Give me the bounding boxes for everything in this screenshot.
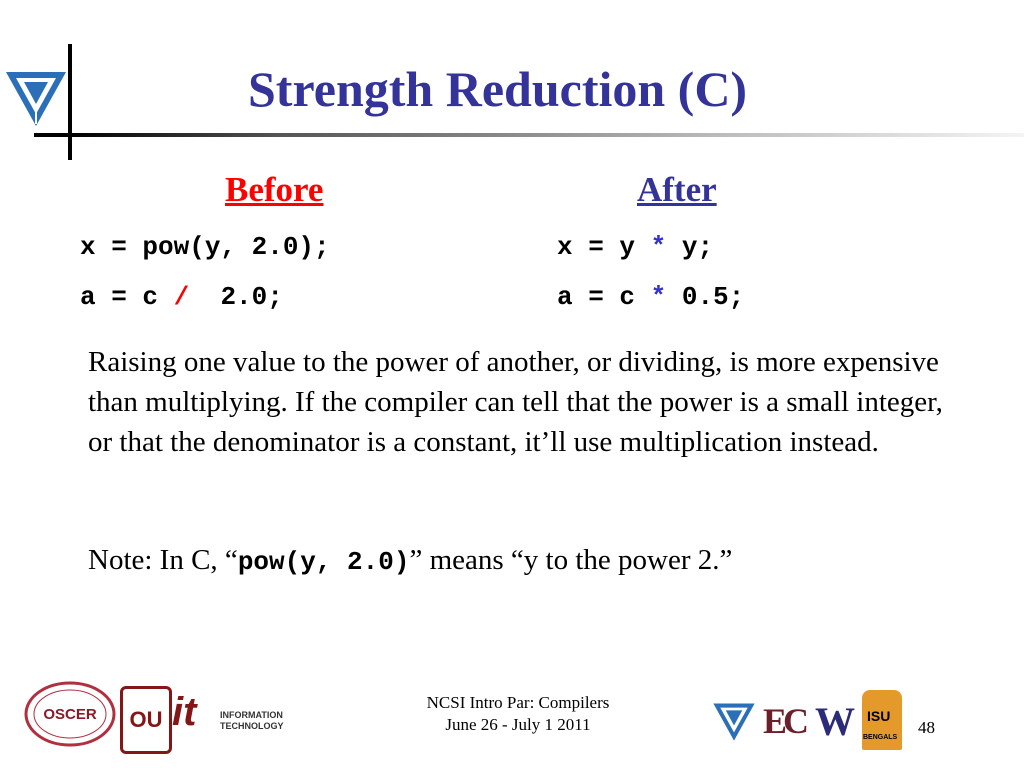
multiply-operator: * — [650, 282, 667, 312]
footer-text — [410, 692, 626, 736]
divide-operator: / — [173, 282, 190, 312]
page-number: 48 — [918, 718, 935, 737]
bengals-logo-text: BENGALS — [863, 734, 898, 741]
ou-logo-icon — [120, 686, 172, 754]
isu-bengals-logo-icon — [862, 690, 902, 750]
code-text: a = c — [557, 282, 651, 312]
footer-line-1: NCSI Intro Par: Compilers — [426, 693, 610, 712]
slide-title: Strength Reduction (C) — [248, 61, 748, 117]
triangle-small-logo-icon — [712, 702, 756, 742]
after-heading: After — [637, 170, 717, 209]
it-logo-icon — [172, 690, 290, 746]
isu-logo-text: ISU — [867, 708, 891, 724]
oscer-logo-icon — [24, 681, 116, 747]
code-text: x = pow(y, 2.0); — [80, 232, 330, 262]
it-logo-caption: INFORMATION TECHNOLOGY — [220, 710, 284, 731]
note-paragraph — [88, 544, 732, 577]
triangle-logo-icon — [4, 70, 68, 128]
code-text: x = y — [557, 232, 651, 262]
code-text: 2.0; — [189, 282, 283, 312]
note-suffix: ” means “y to the power 2.” — [409, 544, 733, 576]
ou-logo-text: OU — [129, 707, 163, 732]
code-text: y; — [666, 232, 714, 262]
after-code-line-1 — [557, 232, 713, 262]
it-logo-text: it — [172, 690, 197, 734]
before-code-line-2 — [80, 282, 283, 312]
before-heading: Before — [225, 170, 324, 209]
wisc-logo-text: W — [815, 698, 855, 744]
before-code-line-1 — [80, 232, 330, 262]
header-horizontal-rule — [34, 133, 1024, 137]
footer-line-2: June 26 - July 1 2011 — [445, 715, 591, 734]
ecu-logo-text: EC — [762, 701, 805, 741]
ecu-logo-icon — [760, 698, 808, 744]
note-prefix: Note: In C, “ — [88, 544, 238, 576]
after-code-line-2 — [557, 282, 744, 312]
header-vertical-rule — [68, 44, 72, 160]
code-text: a = c — [80, 282, 174, 312]
wisc-logo-icon — [810, 698, 860, 744]
explanation-paragraph: Raising one value to the power of another, or dividing, is more expensive than multiplying. If the compiler can tell that the power is a small integer, or that the denominator is a constant, it’ll use multiplication instead. — [88, 346, 943, 458]
note-code: pow(y, 2.0) — [237, 547, 410, 577]
multiply-operator: * — [650, 232, 667, 262]
code-text: 0.5; — [666, 282, 745, 312]
oscer-logo-text: OSCER — [43, 706, 97, 723]
